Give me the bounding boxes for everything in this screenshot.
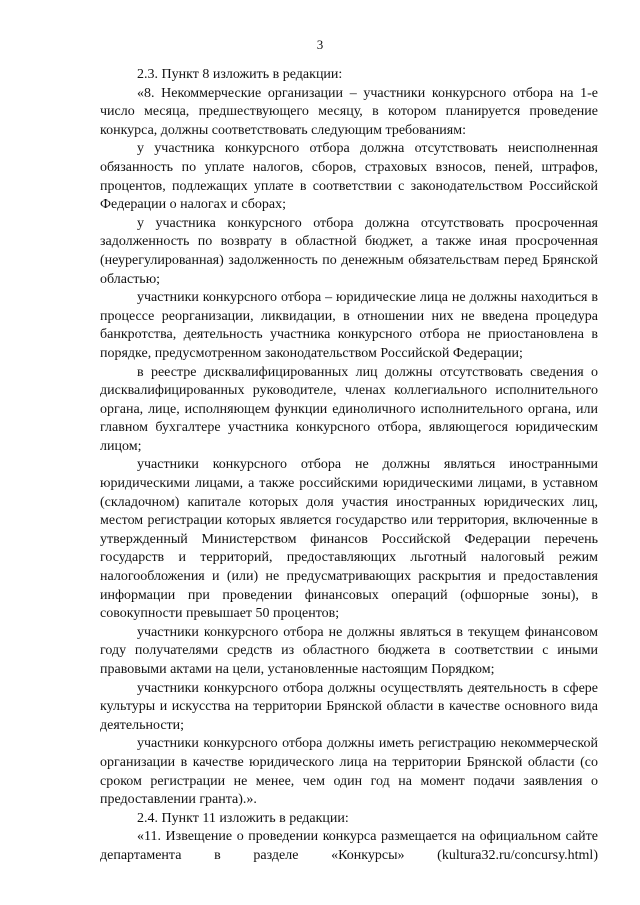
paragraph-tax-debt: у участника конкурсного отбора должна отсутствовать неисполненная обязанность по уплате налогов, сборов, страховых взносов, пеней, штрафов, процентов, подлежащих уплате в соответствии с законодательством Российской Федерации о налогах и сборах;: [100, 141, 598, 213]
paragraph-registration: участники конкурсного отбора должны иметь регистрацию некоммерческой организации в качестве юридического лица на территории Брянской области (со сроком регистрации не менее, чем один год на момент подачи заявления о предоставлении гранта).».: [100, 736, 598, 808]
section-heading-2-3: 2.3. Пункт 8 изложить в редакции:: [137, 67, 343, 82]
paragraph-item-8-intro: «8. Некоммерческие организации – участники конкурсного отбора на 1-е число месяца, предшествующего месяцу, в котором планируется проведение конкурса, должны соответствовать следующим требованиям:: [100, 85, 598, 138]
paragraph-culture-activity: участники конкурсного отбора должны осуществлять деятельность в сфере культуры и искусства на территории Брянской области в качестве основного вида деятельности;: [100, 680, 598, 733]
paragraph-reorganization: участники конкурсного отбора – юридические лица не должны находиться в процессе реорганизации, ликвидации, в отношении них не введена процедура банкротства, деятельность участника конкурсного отбора не приостановлена в порядке, предусмотренном законодательством Российской Федерации;: [100, 290, 598, 361]
paragraph-budget-recipients: участники конкурсного отбора не должны являться в текущем финансовом году получателями средств из областного бюджета в соответствии с иными правовыми актами на цели, установленные настоящим Порядком;: [100, 624, 598, 677]
paragraph-budget-debt: у участника конкурсного отбора должна отсутствовать просроченная задолженность по возврату в областной бюджет, а также иная просроченная (неурегулированная) задолженность по денежным обязательствам перед Брянской областью;: [100, 215, 598, 287]
page-number: 3: [316, 37, 324, 52]
paragraph-item-11-intro: «11. Извещение о проведении конкурса размещается на официальном сайте департамента в разделе «Конкурсы» (kultura32.ru/concursy.html): [100, 829, 598, 863]
paragraph-foreign-entities: участники конкурсного отбора не должны являться иностранными юридическими лицами, а также российскими юридическими лицами, в уставном (складочном) капитале которых доля участия иностранных юридических лиц, местом регистрации которых является государство или территория, включенные в утвержденный Министерством финансов Российской Федерации перечень государств и территорий, предоставляющих льготный налоговый режим налогообложения и (или) не предусматривающих раскрытия и предоставления информации при проведении финансовых операций (офшорные зоны), в совокупности превышает 50 процентов;: [100, 457, 598, 622]
section-heading-2-4: 2.4. Пункт 11 изложить в редакции:: [137, 810, 349, 826]
paragraph-disqualified-persons: в реестре дисквалифицированных лиц должны отсутствовать сведения о дисквалифицированных руководителе, членах коллегиального исполнительного органа, лице, исполняющем функции единоличного исполнительного органа, или главном бухгалтере участника конкурсного отбора, являющегося юридическим лицом;: [100, 364, 598, 454]
document-body: [100, 66, 598, 866]
